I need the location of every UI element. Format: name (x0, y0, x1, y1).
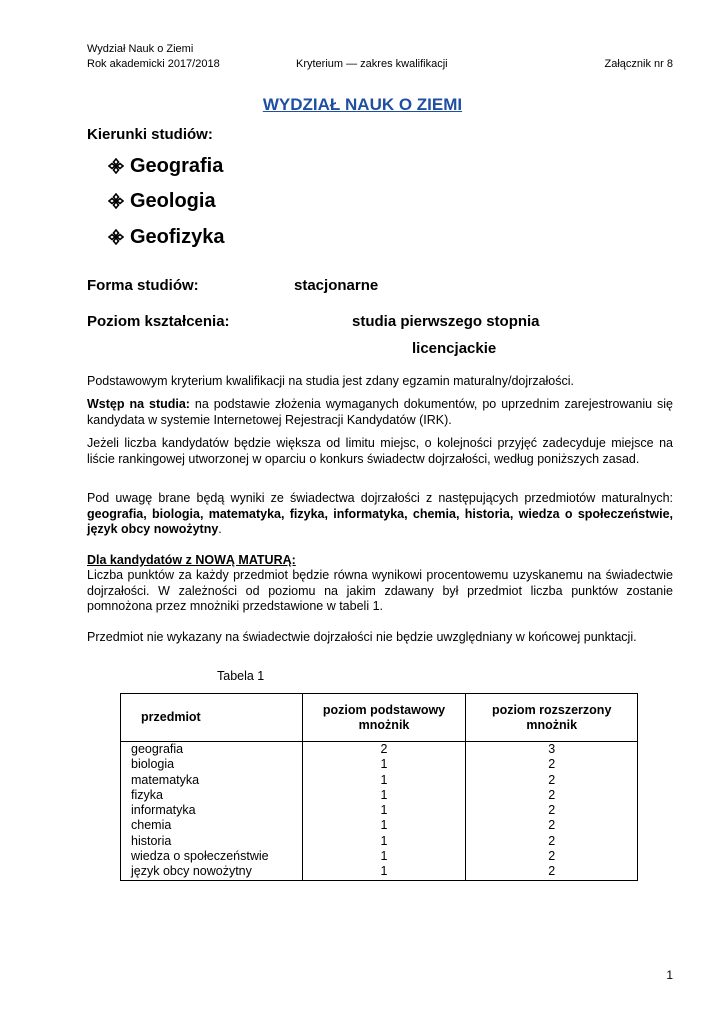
table-cell-subject: chemia (121, 818, 303, 833)
table-cell-extended: 2 (466, 773, 638, 788)
header-academic-year: Rok akademicki 2017/2018 (87, 58, 220, 70)
paragraph-admission (87, 397, 673, 428)
table-row (121, 834, 638, 849)
table-row (121, 773, 638, 788)
table-row (121, 757, 638, 772)
table-cell-basic: 1 (302, 834, 466, 849)
field-name: Geologia (130, 190, 216, 212)
table-cell-basic: 1 (302, 788, 466, 803)
subjects-end: . (218, 522, 222, 536)
table-row (121, 803, 638, 818)
table-row (121, 788, 638, 803)
table-header-basic: poziom podstawowy mnożnik (302, 694, 466, 742)
table-cell-subject: geografia (121, 742, 303, 758)
table-cell-basic: 1 (302, 803, 466, 818)
multiplier-table (120, 693, 638, 881)
table-row (121, 849, 638, 864)
header-faculty: Wydział Nauk o Ziemi (87, 43, 194, 55)
paragraph-ranking: Jeżeli liczba kandydatów będzie większa od limitu miejsc, o kolejności przyjęć zadecyduje miejsce na liście rankingowej utworzonej w oparciu o konkurs świadectw dojrzałości, według poniższych zasad. (87, 436, 673, 466)
table-cell-extended: 2 (466, 864, 638, 880)
table-cell-basic: 2 (302, 742, 466, 758)
forma-label: Forma studiów: (87, 277, 199, 294)
admission-label: Wstęp na studia: (87, 397, 190, 411)
paragraph-criterion: Podstawowym kryterium kwalifikacji na studia jest zdany egzamin maturalny/dojrzałości. (87, 374, 574, 388)
subjects-intro: Pod uwagę brane będą wyniki ze świadectwa dojrzałości z następujących przedmiotów maturalnych: (87, 491, 673, 505)
header-criterion: Kryterium — zakres kwalifikacji (296, 58, 448, 70)
table-cell-extended: 2 (466, 834, 638, 849)
diamond-bullet-icon (108, 190, 124, 206)
table-cell-subject: historia (121, 834, 303, 849)
field-geografia (108, 153, 223, 179)
kierunki-label: Kierunki studiów: (87, 126, 213, 143)
table-row (121, 864, 638, 880)
table-caption: Tabela 1 (217, 669, 265, 683)
table-cell-extended: 2 (466, 757, 638, 772)
table-cell-basic: 1 (302, 773, 466, 788)
table-row (121, 742, 638, 758)
table-cell-subject: język obcy nowożytny (121, 864, 303, 880)
table-cell-basic: 1 (302, 818, 466, 833)
field-geologia (108, 188, 216, 214)
table-header-extended: poziom rozszerzony mnożnik (466, 694, 638, 742)
table-header-subject: przedmiot (121, 694, 303, 742)
diamond-bullet-icon (108, 226, 124, 242)
admission-text: na podstawie złożenia wymaganych dokumentów, po uprzednim zarejestrowaniu się kandydata w systemie Internetowej Rejestracji Kandydatów (IRK). (87, 397, 673, 427)
forma-value: stacjonarne (294, 277, 379, 294)
page-number: 1 (666, 968, 673, 982)
table-cell-subject: biologia (121, 757, 303, 772)
poziom-label: Poziom kształcenia: (87, 313, 230, 330)
table-cell-subject: informatyka (121, 803, 303, 818)
field-name: Geofizyka (130, 226, 225, 248)
table-cell-extended: 2 (466, 788, 638, 803)
table-cell-subject: matematyka (121, 773, 303, 788)
table-cell-subject: fizyka (121, 788, 303, 803)
table-cell-basic: 1 (302, 849, 466, 864)
header-attachment: Załącznik nr 8 (604, 58, 673, 70)
table-cell-basic: 1 (302, 757, 466, 772)
table-cell-extended: 2 (466, 818, 638, 833)
poziom-value-2: licencjackie (412, 340, 497, 357)
subjects-list: geografia, biologia, matematyka, fizyka, informatyka, chemia, historia, wiedza o społeczeństwie, język obcy nowożytny (87, 506, 673, 536)
paragraph-not-counted: Przedmiot nie wykazany na świadectwie dojrzałości nie będzie uwzględniany w końcowej punktacji. (87, 630, 637, 644)
page-title: WYDZIAŁ NAUK O ZIEMI (262, 95, 463, 114)
table-cell-subject: wiedza o społeczeństwie (121, 849, 303, 864)
table-cell-basic: 1 (302, 864, 466, 880)
table-cell-extended: 2 (466, 803, 638, 818)
table-row (121, 818, 638, 833)
paragraph-new-matura: Liczba punktów za każdy przedmiot będzie równa wynikowi procentowemu uzyskanemu na świadectwie dojrzałości. W zależności od poziomu na jakim zdawany był przedmiot liczba punktów zostanie pomnożona przez mnożniki przedstawione w tabeli 1. (87, 568, 673, 613)
table-cell-extended: 3 (466, 742, 638, 758)
field-name: Geografia (130, 155, 224, 177)
paragraph-subjects (87, 491, 673, 538)
poziom-value: studia pierwszego stopnia (352, 313, 540, 330)
diamond-bullet-icon (108, 155, 124, 171)
field-geofizyka (108, 224, 224, 250)
new-matura-heading: Dla kandydatów z NOWĄ MATURĄ: (87, 553, 296, 567)
table-cell-extended: 2 (466, 849, 638, 864)
